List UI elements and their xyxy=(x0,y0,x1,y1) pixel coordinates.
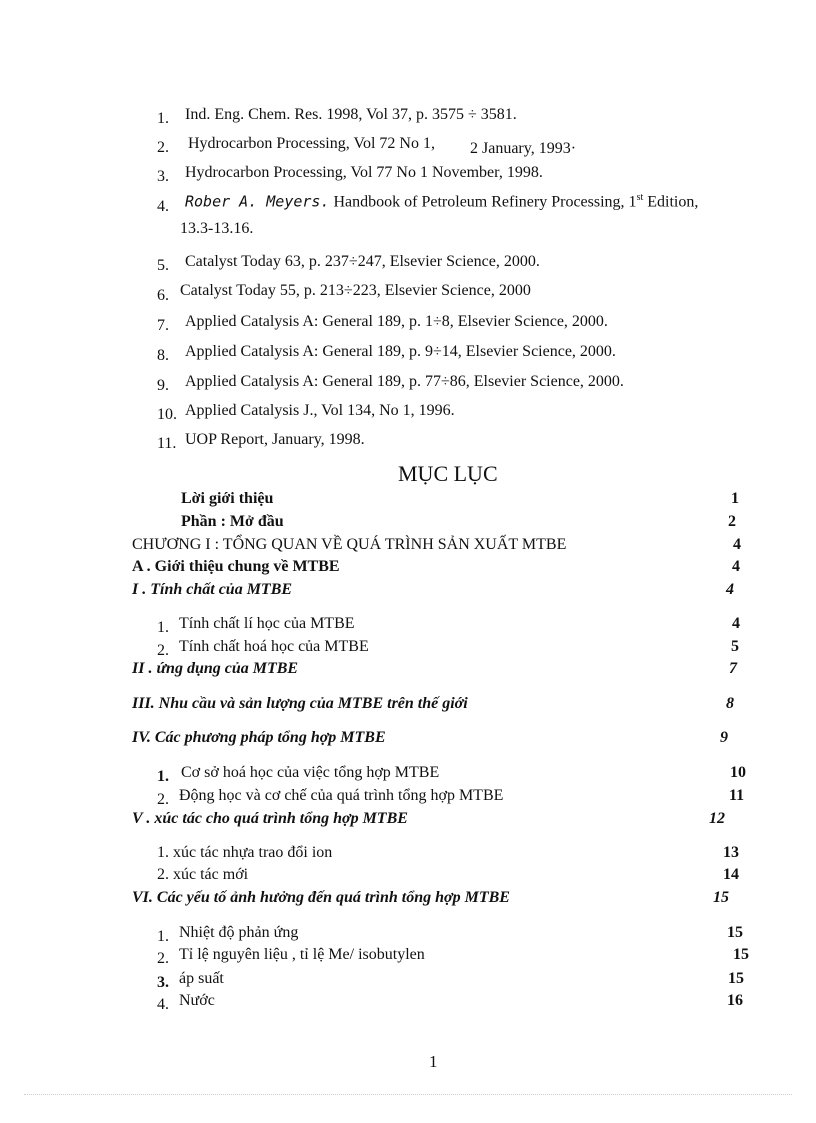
toc-page-number: 11 xyxy=(729,787,745,804)
toc-item-number: 4. xyxy=(157,996,169,1013)
toc-page-number: 9 xyxy=(720,729,728,746)
toc-entry: 1. xúc tác nhựa trao đổi ion xyxy=(157,844,333,861)
ref-number: 4. xyxy=(157,198,169,215)
reference-item-continuation: 13.3-13.16. xyxy=(180,220,254,237)
reference-item: Hydrocarbon Processing, Vol 77 No 1 November, 1998. xyxy=(185,164,543,181)
toc-page-number: 2 xyxy=(728,513,736,530)
toc-entry: Phần : Mở đầu xyxy=(181,513,284,530)
reference-item: Rober A. Meyers. Handbook of Petroleum Refinery Processing, 1st Edition, xyxy=(185,192,699,211)
toc-page-number: 4 xyxy=(732,615,740,632)
toc-page-number: 15 xyxy=(713,889,729,906)
toc-item-number: 1. xyxy=(157,768,169,785)
toc-entry: Cơ sở hoá học của việc tổng hợp MTBE xyxy=(181,764,440,781)
toc-page-number: 5 xyxy=(731,638,739,655)
reference-item: Applied Catalysis A: General 189, p. 1÷8, Elsevier Science, 2000. xyxy=(185,313,608,330)
toc-page-number: 4 xyxy=(733,536,741,553)
ref-number: 9. xyxy=(157,377,169,394)
toc-page-number: 4 xyxy=(732,558,740,575)
toc-page-number: 10 xyxy=(730,764,746,781)
toc-page-number: 12 xyxy=(709,810,725,827)
ref-number: 8. xyxy=(157,347,169,364)
toc-entry: Lời giới thiệu xyxy=(181,490,274,507)
toc-item-number: 1. xyxy=(157,928,169,945)
toc-entry: Nhiệt độ phản ứng xyxy=(179,924,299,941)
reference-item: Catalyst Today 55, p. 213÷223, Elsevier Science, 2000 xyxy=(180,282,531,299)
ref-number: 3. xyxy=(157,168,169,185)
toc-item-number: 2. xyxy=(157,642,169,659)
toc-page-number: 7 xyxy=(729,660,737,677)
reference-item: Applied Catalysis A: General 189, p. 77÷86, Elsevier Science, 2000. xyxy=(185,373,624,390)
reference-item-continuation: 2 January, 1993· xyxy=(470,140,577,157)
reference-item: Applied Catalysis J., Vol 134, No 1, 1996. xyxy=(185,402,455,419)
toc-page-number: 15 xyxy=(727,924,743,941)
reference-item: Applied Catalysis A: General 189, p. 9÷14, Elsevier Science, 2000. xyxy=(185,343,616,360)
reference-item: Hydrocarbon Processing, Vol 72 No 1, xyxy=(188,135,435,152)
ref-number: 10. xyxy=(157,406,177,423)
toc-section-heading: I . Tính chất của MTBE xyxy=(132,581,293,598)
toc-page-number: 13 xyxy=(723,844,739,861)
toc-page-number: 8 xyxy=(726,695,734,712)
toc-section-heading: IV. Các phương pháp tổng hợp MTBE xyxy=(132,729,386,746)
ref-number: 5. xyxy=(157,257,169,274)
ref-number: 11. xyxy=(157,435,177,452)
ref-number: 1. xyxy=(157,110,169,127)
toc-entry: Nước xyxy=(179,992,215,1009)
ref-number: 2. xyxy=(157,139,169,156)
reference-item: Catalyst Today 63, p. 237÷247, Elsevier Science, 2000. xyxy=(185,253,540,270)
toc-section-heading: VI. Các yếu tố ảnh hưởng đến quá trình tổng hợp MTBE xyxy=(132,889,510,906)
reference-item: Ind. Eng. Chem. Res. 1998, Vol 37, p. 3575 ÷ 3581. xyxy=(185,106,517,123)
toc-page-number: 15 xyxy=(728,970,744,987)
toc-entry: Tỉ lệ nguyên liệu , tỉ lệ Me/ isobutylen xyxy=(179,946,425,963)
toc-title: MỤC LỤC xyxy=(398,461,498,486)
toc-page-number: 15 xyxy=(733,946,749,963)
toc-page-number: 4 xyxy=(726,581,734,598)
toc-item-number: 2. xyxy=(157,791,169,808)
toc-item-number: 3. xyxy=(157,974,169,991)
reference-item: UOP Report, January, 1998. xyxy=(185,431,365,448)
toc-page-number: 1 xyxy=(731,490,739,507)
toc-entry: Tính chất hoá học của MTBE xyxy=(179,638,369,655)
toc-chapter-heading: CHƯƠNG I : TỔNG QUAN VỀ QUÁ TRÌNH SẢN XUẤT MTBE xyxy=(132,536,567,553)
toc-entry: Tính chất lí học của MTBE xyxy=(179,615,355,632)
toc-page-number: 16 xyxy=(727,992,743,1009)
page-border-divider xyxy=(24,1094,792,1095)
toc-item-number: 2. xyxy=(157,950,169,967)
page-number: 1 xyxy=(429,1052,438,1071)
toc-section-heading: III. Nhu cầu và sản lượng của MTBE trên thế giới xyxy=(132,695,468,712)
toc-entry: Động học và cơ chế của quá trình tổng hợp MTBE xyxy=(179,787,504,804)
toc-page-number: 14 xyxy=(723,866,739,883)
toc-entry: A . Giới thiệu chung về MTBE xyxy=(132,558,340,575)
ref-number: 7. xyxy=(157,317,169,334)
reference-author: Rober A. Meyers. xyxy=(185,192,330,211)
toc-item-number: 1. xyxy=(157,619,169,636)
toc-entry: áp suất xyxy=(179,970,224,987)
toc-section-heading: II . ứng dụng của MTBE xyxy=(132,660,299,677)
ref-number: 6. xyxy=(157,287,169,304)
toc-section-heading: V . xúc tác cho quá trình tổng hợp MTBE xyxy=(132,810,408,827)
toc-entry: 2. xúc tác mới xyxy=(157,866,249,883)
